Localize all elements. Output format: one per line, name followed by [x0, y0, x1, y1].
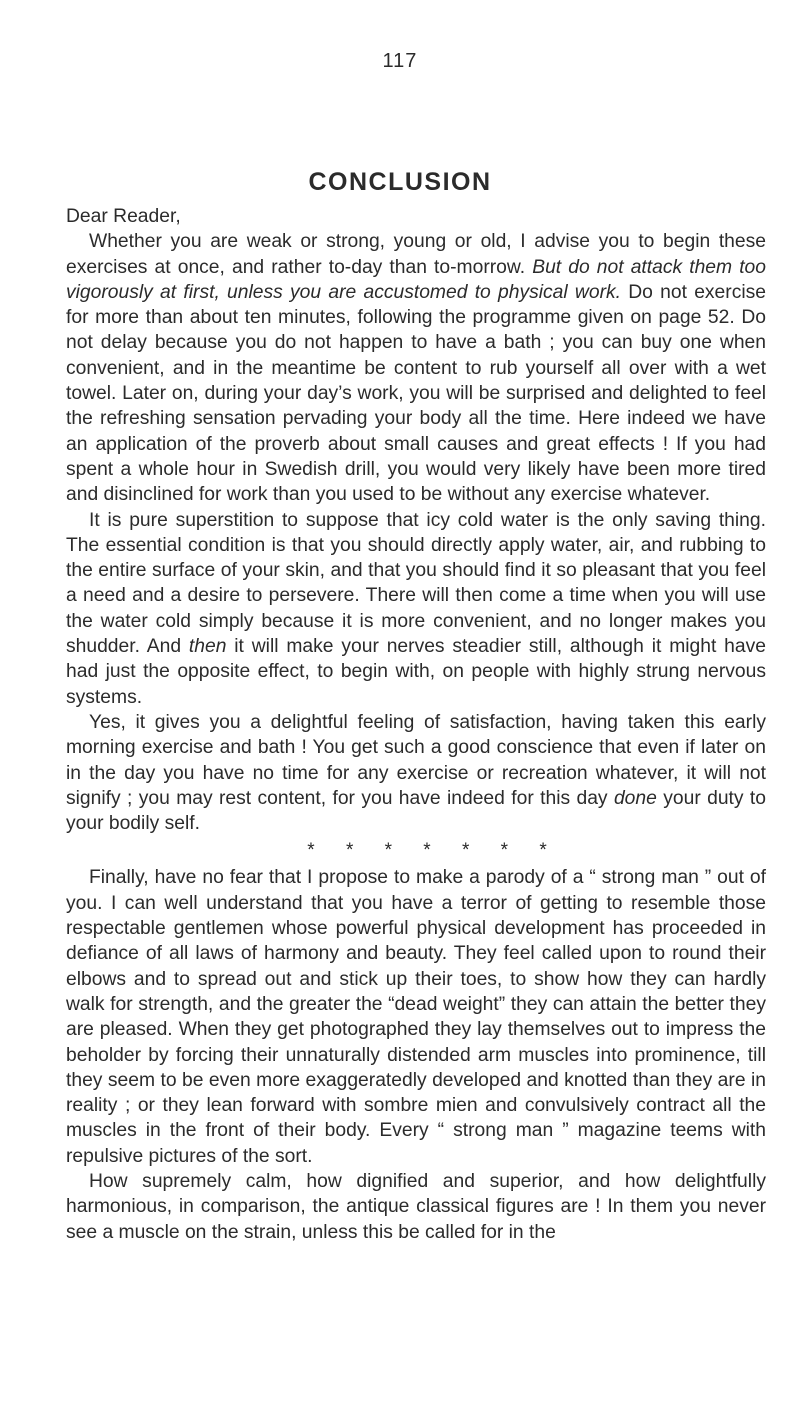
section-separator: * * * * * * * — [307, 840, 547, 862]
paragraph-3: Yes, it gives you a delightful feeling of satisfaction, having taken this early morning exercise and bath ! You get such a good conscience that even if later on in the day you have no time for any exercise or recreation whatever, it will not signify ; you may rest content, for you have indeed for this day done your duty to your bodily self. — [66, 711, 766, 835]
paragraph-5: How supremely calm, how dignified and superior, and how delightfully harmonious, in comparison, the antique classical figures are ! In them you never see a muscle on the strain, unless this be called for in the — [66, 1170, 766, 1243]
paragraph-2: It is pure superstition to suppose that icy cold water is the only saving thing. The essential condition is that you should directly apply water, air, and rubbing to the entire surface of your skin, and that you should find it so pleasant that you feel a need and a desire to persevere. There will then come a time when you will use the water cold simply because it is more convenient, and no longer makes you shudder. And then it will make your nerves steadier still, although it might have had just the opposite effect, to begin with, on people with highly strung nervous systems. — [66, 509, 766, 708]
emphasis: But do not attack them too vigorously at first, unless you are accustomed to physical work. — [66, 256, 766, 303]
emphasis: done — [613, 787, 657, 809]
emphasis: then — [188, 636, 227, 658]
page-number: 117 — [382, 50, 418, 72]
paragraph-1: Whether you are weak or strong, young or old, I advise you to begin these exercises at once, and rather to-day than to-morrow. But do not attack them too vigorously at first, unless you are accustomed to physical work. Do not exercise for more than about ten minutes, following the programme given on page 52. Do not delay because you do not happen to have a bath ; you can buy one when convenient, and in the meantime be content to rub yourself all over with a wet towel. Later on, during your day’s work, you will be surprised and delighted to feel the refreshing sensation pervading your body all the time. Here indeed we have an application of the proverb about small causes and great effects ! If you had spent a whole hour in Swedish drill, you would very likely have been more tired and disinclined for work than you used to be without any exercise whatever. — [66, 231, 766, 506]
paragraph-4: Finally, have no fear that I propose to make a parody of a “ strong man ” out of you. I can well understand that you have a terror of getting to resemble those respectable gentlemen whose powerful physical development has proceeded in defiance of all laws of harmony and beauty. They feel called upon to round their elbows and to spread out and stick up their toes, to show how they can hardly walk for strength, and the greater the “dead weight” they can attain the better they are pleased. When they get photographed they lay themselves out to impress the beholder by forcing their unnaturally distended arm muscles into prominence, till they seem to be even more exaggeratedly developed and knotted than they are in reality ; or they lean forward with sombre mien and convulsively contract all the muscles in the front of their body. Every “ strong man ” magazine teems with repulsive pictures of the sort. — [66, 867, 766, 1167]
body-text — [66, 204, 766, 1245]
salutation: Dear Reader, — [66, 206, 181, 227]
chapter-heading: CONCLUSION — [308, 168, 492, 196]
